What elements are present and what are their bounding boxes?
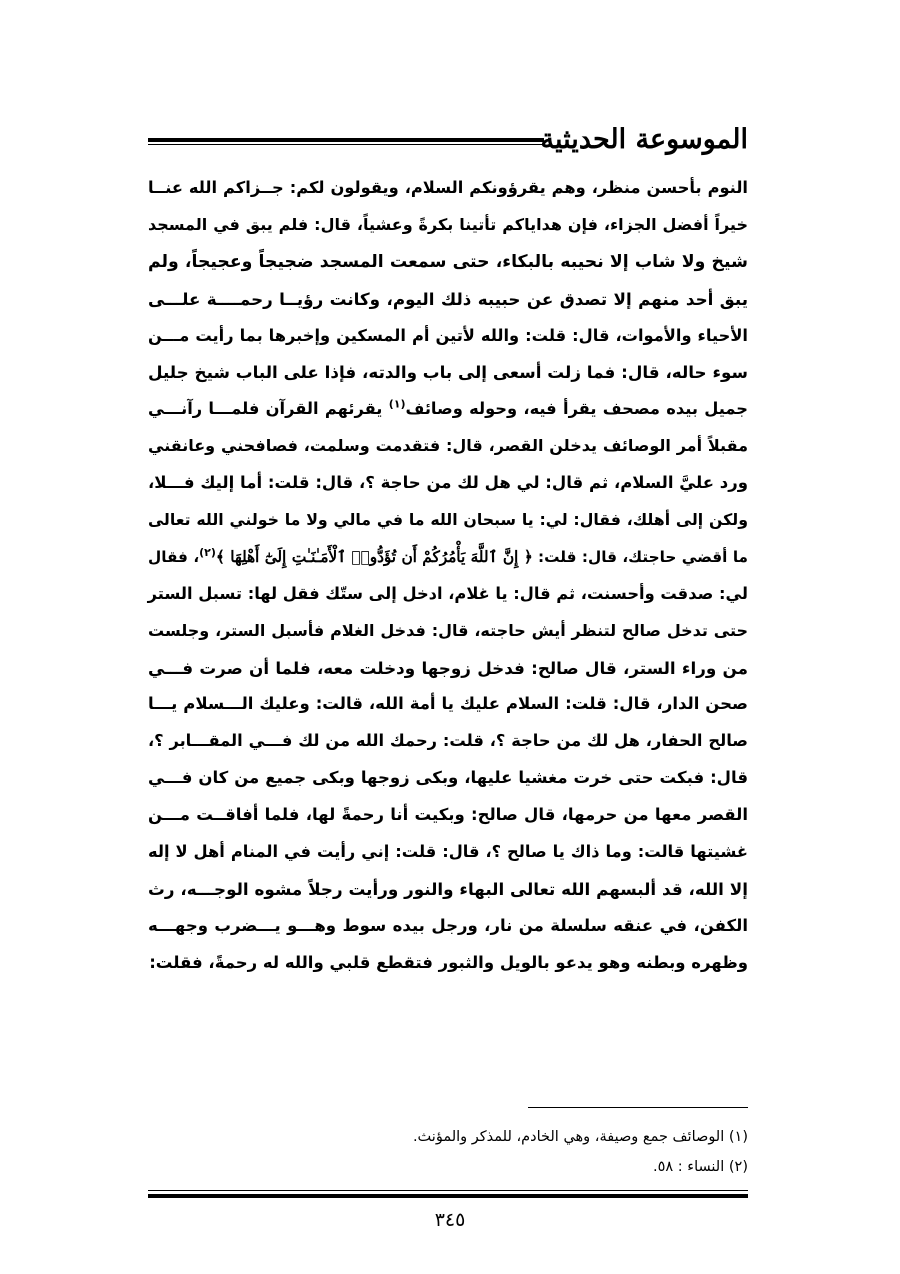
running-header: [148, 120, 748, 164]
text-line: مقبلاً أمر الوصائف يدخلن القصر، قال: فتقدمت وسلمت، فصافحني وعانقني: [148, 436, 748, 456]
text-line: لي: صدقت وأحسنت، ثم قال: يا غلام، ادخل إلى ستّك فقل لها: تسبل الستر: [147, 583, 748, 603]
text-line: حتى تدخل صالح لتنظر أيش حاجته، قال: فدخل الغلام فأسبل الستر، وجلست: [148, 620, 748, 640]
text-line: قال: فبكت حتى خرت مغشيا عليها، وبكى زوجها وبكى جميع من كان فـــي: [148, 768, 748, 788]
text-segment: ، فقال: [148, 547, 200, 566]
text-line: سوء حاله، قال: فما زلت أسعى إلى باب والدته، فإذا على الباب شيخ جليل: [148, 362, 748, 383]
footnote-ref: (٢): [199, 545, 216, 559]
text-segment: يقرئهم القرآن فلمـــا رآنـــي: [148, 399, 389, 419]
text-line: الأحياء والأموات، قال: قلت: والله لأتين أم المسكين وإخبرها بما رأيت مـــن: [148, 325, 748, 345]
text-line: ورد عليَّ السلام، ثم قال: لي هل لك من حاجة ؟، قال: قلت: أما إليك فـــلا،: [148, 473, 748, 493]
text-line: غشيتها قالت: وما ذاك يا صالح ؟، قال: قلت: إني رأيت في المنام أهل لا إله: [148, 842, 748, 862]
footnote: (١) الوصائف جمع وصيفة، وهي الخادم، للمذكر والمؤنث.: [412, 1129, 748, 1145]
text-line: الكفن، في عنقه سلسلة من نار، ورجل بيده سوط وهـــو يـــضرب وجهـــه: [148, 915, 748, 935]
header-rule: [148, 138, 544, 146]
text-line: من وراء الستر، قال صالح: فدخل زوجها ودخلت معه، فلما أن صرت فـــي: [148, 657, 748, 678]
text-segment: ما أقضي حاجتك، قال: قلت:: [538, 547, 748, 566]
text-line: وظهره وبطنه وهو يدعو بالويل والثبور فتقطع قلبي والله له رحمةً، فقلت:: [149, 952, 748, 972]
footnote-separator: [528, 1107, 748, 1108]
footnote: (٢) النساء : ٥٨.: [652, 1159, 748, 1175]
text-line: النوم بأحسن منظر، وهم يقرؤونكم السلام، ويقولون لكم: جــزاكم الله عنــا: [148, 178, 748, 197]
text-line: ولكن إلى أهلك، فقال: لي: يا سبحان الله ما في مالي ولا ما خولني الله تعالى: [148, 510, 748, 530]
text-line: [148, 391, 748, 428]
quran-verse: ﴿ إِنَّ ٱللَّهَ يَأْمُرُكُمْ أَن تُؤَدُّوا۟ ٱلْأَمَـٰنَـٰتِ إِلَىٰٓ أَهْلِهَا ﴾: [215, 547, 533, 566]
page-number: ٣٤٥: [434, 1209, 466, 1231]
text-segment: جميل بيده مصحف يقرأ فيه، وحوله وصائف: [405, 399, 748, 419]
text-line: إلا الله، قد ألبسهم الله تعالى البهاء والنور ورأيت رجلاً مشوه الوجـــه، رث: [148, 878, 748, 899]
text-line: شيخ ولا شاب إلا نحيبه بالبكاء، حتى سمعت المسجد ضجيجاً وعجيجاً، ولم: [148, 251, 748, 272]
footnote-ref: (١): [388, 397, 406, 411]
text-line: صالح الحفار، هل لك من حاجة ؟، قلت: رحمك الله من لك فـــي المقـــابر ؟،: [148, 731, 748, 751]
text-line: [148, 539, 748, 576]
footnotes: [148, 1122, 748, 1182]
body-text: [148, 170, 748, 982]
text-line: خيراً أفضل الجزاء، فإن هداياكم تأتينا بكرةً وعشياً، قال: فلم يبق في المسجد: [148, 214, 748, 234]
text-line: القصر معها من حرمها، قال صالح: وبكيت أنا رحمةً لها، فلما أفاقــت مـــن: [148, 805, 748, 825]
text-line: صحن الدار، قال: قلت: السلام عليك يا أمة الله، قالت: وعليك الـــسلام يـــا: [148, 694, 748, 714]
header-title: الموسوعة الحديثية: [540, 124, 748, 155]
text-line: يبق أحد منهم إلا تصدق عن حبيبه ذلك اليوم، وكانت رؤيــا رحمــــة علـــى: [148, 288, 748, 309]
